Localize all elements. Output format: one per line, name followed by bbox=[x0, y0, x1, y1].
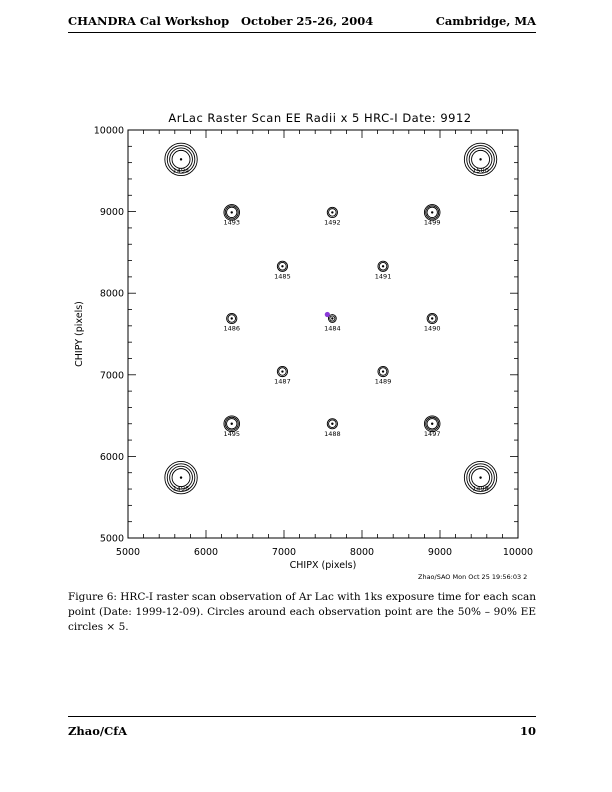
x-axis-label: CHIPX (pixels) bbox=[289, 560, 357, 571]
scan-point-label: 1500 bbox=[472, 166, 489, 175]
scan-center-dot bbox=[231, 317, 233, 319]
y-tick-label: 5000 bbox=[99, 533, 124, 545]
scan-center-dot bbox=[431, 317, 433, 319]
scan-point-label: 1485 bbox=[274, 272, 291, 281]
y-tick-label: 8000 bbox=[99, 288, 124, 300]
scan-point bbox=[274, 366, 291, 385]
scan-center-dot bbox=[180, 158, 182, 160]
scan-point bbox=[424, 416, 441, 438]
scan-point bbox=[165, 143, 197, 175]
figure bbox=[60, 105, 540, 585]
scan-center-dot bbox=[231, 423, 233, 425]
scan-point-label: 1490 bbox=[423, 324, 441, 333]
scan-point bbox=[223, 313, 240, 332]
footer-author: Zhao/CfA bbox=[68, 724, 128, 738]
y-tick-label: 10000 bbox=[93, 125, 124, 137]
scan-point-label: 1491 bbox=[374, 272, 392, 281]
x-tick-labels bbox=[116, 547, 533, 558]
y-tick-label: 9000 bbox=[99, 207, 124, 219]
scan-point-label: 1488 bbox=[324, 429, 341, 438]
scan-center-dot bbox=[331, 317, 333, 319]
scan-point-label: 1486 bbox=[223, 324, 241, 333]
scan-point bbox=[274, 261, 291, 280]
header-left: CHANDRA Cal Workshop bbox=[68, 14, 230, 28]
scan-point bbox=[424, 205, 441, 227]
y-tick-label: 6000 bbox=[99, 451, 124, 463]
scan-point-label: 1487 bbox=[274, 377, 291, 386]
axis-ticks bbox=[128, 130, 518, 538]
scan-center-dot bbox=[331, 423, 333, 425]
scan-point bbox=[223, 205, 240, 227]
x-tick-label: 10000 bbox=[502, 547, 534, 558]
page-header bbox=[68, 14, 536, 33]
scan-point bbox=[464, 143, 496, 175]
scan-center-dot bbox=[431, 211, 433, 213]
x-tick-label: 9000 bbox=[427, 547, 453, 558]
y-tick-label: 7000 bbox=[99, 370, 124, 382]
scan-center-dot bbox=[479, 476, 481, 478]
scan-point-label: 1492 bbox=[324, 218, 341, 227]
figure-caption: Figure 6: HRC-I raster scan observation of Ar Lac with 1ks exposure time for each scan point (Date: 1999-12-09). Circles around each observation point are the 50% – 90% EE circles × 5. bbox=[68, 591, 536, 633]
scan-point bbox=[324, 419, 341, 438]
scan-center-dot bbox=[382, 265, 384, 267]
scan-point-label: 1484 bbox=[324, 324, 341, 333]
scan-center-dot bbox=[180, 476, 182, 478]
scan-points bbox=[165, 143, 497, 494]
y-tick-labels bbox=[94, 126, 124, 545]
scan-point bbox=[165, 461, 197, 493]
scan-point-label: 1494 bbox=[172, 166, 190, 175]
y-axis-label: CHIPY (pixels) bbox=[74, 301, 85, 367]
scan-center-dot bbox=[281, 370, 283, 372]
chart-title: ArLac Raster Scan EE Radii x 5 HRC-I Date: 9912 bbox=[168, 111, 472, 125]
source-marker bbox=[325, 312, 330, 317]
scan-point-label: 1493 bbox=[223, 218, 241, 227]
scan-center-dot bbox=[231, 211, 233, 213]
scan-point-label: 1497 bbox=[423, 429, 441, 438]
plot-frame bbox=[128, 130, 518, 538]
scan-point-label: 1495 bbox=[223, 429, 241, 438]
scan-point-label: 1498 bbox=[472, 484, 489, 493]
scan-point-label: 1496 bbox=[172, 484, 190, 493]
page-number: 10 bbox=[519, 724, 536, 738]
scan-point bbox=[424, 313, 441, 332]
x-tick-label: 6000 bbox=[193, 547, 219, 558]
scan-center-dot bbox=[431, 423, 433, 425]
header-right: Cambridge, MA bbox=[435, 14, 536, 28]
x-tick-label: 8000 bbox=[349, 547, 375, 558]
plot-footnote: Zhao/SAO Mon Oct 25 19:56:03 2 bbox=[418, 573, 528, 581]
page-footer bbox=[68, 716, 536, 739]
x-tick-label: 5000 bbox=[115, 547, 141, 558]
scan-point-label: 1489 bbox=[374, 377, 392, 386]
scan-point bbox=[324, 207, 341, 226]
scan-point bbox=[223, 416, 240, 438]
scan-point bbox=[375, 366, 392, 385]
scan-center-dot bbox=[331, 211, 333, 213]
scan-point bbox=[324, 315, 341, 333]
scan-center-dot bbox=[479, 158, 481, 160]
scan-point bbox=[464, 461, 496, 493]
header-center: October 25-26, 2004 bbox=[241, 14, 374, 28]
scan-point-label: 1499 bbox=[423, 218, 441, 227]
raster-scan-chart bbox=[60, 105, 540, 585]
x-tick-label: 7000 bbox=[271, 547, 297, 558]
scan-center-dot bbox=[281, 265, 283, 267]
scan-point bbox=[375, 261, 392, 280]
scan-center-dot bbox=[382, 370, 384, 372]
